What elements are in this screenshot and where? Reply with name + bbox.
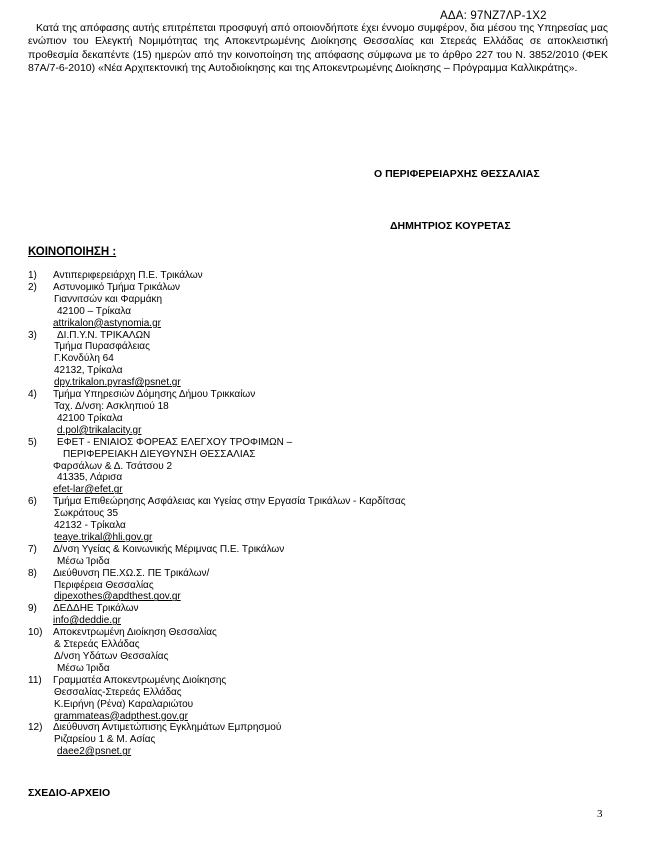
notification-item-number: 4) [28,389,37,401]
notification-heading: ΚΟΙΝΟΠΟΙΗΣΗ : [28,246,117,258]
notification-item [28,675,618,723]
notification-item [28,330,618,390]
notification-item-line: Τμήμα Επιθεώρησης Ασφάλειας και Υγείας στην Εργασία Τρικάλων - Καρδίτσας [53,496,406,508]
notification-item-line: & Στερεάς Ελλάδας [54,639,140,651]
notification-item-email[interactable]: daee2@psnet.gr [57,746,132,758]
notification-item [28,437,618,497]
notification-item-email[interactable]: efet-lar@efet.gr [53,484,123,496]
notification-item-line: 42100 Τρίκαλα [57,412,123,424]
notification-item-number: 1) [28,270,37,281]
notification-item-line: Δ/νση Υγείας & Κοινωνικής Μέριμνας Π.Ε. Τρικάλων [53,543,285,555]
signatory-name: ΔΗΜΗΤΡΙΟΣ ΚΟΥΡΕΤΑΣ [390,220,511,232]
notification-item-number: 6) [28,496,37,508]
notification-item-line: Σωκράτους 35 [54,508,119,520]
notification-item [28,544,618,568]
appeal-paragraph: Κατά της απόφασης αυτής επιτρέπεται προσφυγή από οποιονδήποτε έχει έννομο συμφέρον, δια μέσου της Υπηρεσίας μας ενώπιον του Ελεγκτή Νομιμότητας της Αποκεντρωμένης Διοίκησης Θεσσαλίας και Στερεάς Ελλάδας σε αποκλειστική προθεσμία δεκαπέντε (15) ημερών από την κοινοποίηση της απόφασης σύμφωνα με το άρθρο 227 του Ν. 3852/2010 (ΦΕΚ 87Α/7-6-2010) «Νέα Αρχιτεκτονική της Αυτοδιοίκησης και της Αποκεντρωμένης Διοίκησης – Πρόγραμμα Καλλικράτης». [28,22,608,75]
notification-item-line: 41335, Λάρισα [57,472,123,484]
notification-item [28,722,618,758]
notification-item-line: Γραμματέα Αποκεντρωμένης Διοίκησης [53,674,227,686]
notification-item-number: 9) [28,603,37,615]
notification-item [28,270,618,282]
notification-item-number: 5) [28,436,37,448]
notification-item-line: ΔΕΔΔΗΕ Τρικάλων [53,603,139,615]
notification-item-line: 42100 – Τρίκαλα [57,305,132,317]
notification-item-email[interactable]: dipexothes@apdthest.gov.gr [54,591,181,603]
notification-item-line: Κ.Ειρήνη (Ρένα) Καραλαριώτου [54,698,194,710]
notification-item-line: Ταχ. Δ/νση: Ασκληπιού 18 [54,400,169,412]
ada-code: ΑΔΑ: 97ΝΖ7ΛΡ-1Χ2 [440,10,547,22]
notification-item [28,627,618,675]
notification-item-number: 3) [28,329,37,341]
notification-item-email[interactable]: d.pol@trikalacity.gr [57,424,142,436]
notification-item-number: 8) [28,567,37,579]
notification-item-number: 10) [28,627,43,639]
notification-item-line: Αντιπεριφερειάρχη Π.Ε. Τρικάλων [53,270,203,281]
notification-item-line: Μέσω Ίριδα [57,555,110,567]
notification-item [28,282,618,330]
page-number: 3 [597,808,603,820]
notification-item-line: ΔΙ.Π.Υ.Ν. ΤΡΙΚΑΛΩΝ [57,329,151,341]
notification-item-number: 7) [28,543,37,555]
notification-item-line: 42132 - Τρίκαλα [54,520,126,532]
notification-item-line: ΕΦΕΤ - ΕΝΙΑΙΟΣ ΦΟΡΕΑΣ ΕΛΕΓΧΟΥ ΤΡΟΦΙΜΩΝ – [57,436,293,448]
notification-item-line: Τμήμα Υπηρεσιών Δόμησης Δήμου Τρικκαίων [53,389,256,401]
notification-item-line: Διεύθυνση Αντιμετώπισης Εγκλημάτων Εμπρησμού [53,722,282,734]
signatory-title: Ο ΠΕΡΙΦΕΡΕΙΑΡΧΗΣ ΘΕΣΣΑΛΙΑΣ [374,168,540,180]
notification-item-line: Θεσσαλίας-Στερεάς Ελλάδας [54,686,182,698]
notification-item-line: Διεύθυνση ΠΕ.ΧΩ.Σ. ΠΕ Τρικάλων/ [53,567,210,579]
notification-item-line: Αποκεντρωμένη Διοίκηση Θεσσαλίας [53,627,217,639]
notification-item-line: Γιαννιτσών και Φαρμάκη [54,293,163,305]
notification-item-number: 2) [28,281,37,293]
notification-item-email[interactable]: grammateas@adpthest.gov.gr [54,710,188,722]
notification-item-line: 42132, Τρίκαλα [54,365,123,377]
notification-item-line: Μέσω Ίριδα [57,662,110,674]
notification-item-line: Τμήμα Πυρασφάλειας [54,341,150,353]
notification-item-email[interactable]: attrikalon@astynomia.gr [53,317,161,329]
notification-item-number: 12) [28,722,43,734]
notification-item-email[interactable]: dpy.trikalon.pyrasf@psnet.gr [54,377,181,389]
notification-item-email[interactable]: info@deddie.gr [53,615,121,627]
notification-item-email[interactable]: teaye.trikal@hli.gov.gr [54,531,153,543]
notification-item-line: Περιφέρεια Θεσσαλίας [54,579,154,591]
notification-item-line: ΠΕΡΙΦΕΡΕΙΑΚΗ ΔΙΕΥΘΥΝΣΗ ΘΕΣΣΑΛΙΑΣ [63,448,256,460]
notification-item [28,389,618,437]
notification-item [28,603,618,627]
notification-list [28,270,618,758]
notification-item-line: Δ/νση Υδάτων Θεσσαλίας [54,651,169,662]
notification-item [28,568,618,604]
notification-item-number: 11) [28,674,42,686]
notification-item-line: Αστυνομικό Τμήμα Τρικάλων [53,281,181,293]
notification-item-line: Φαρσάλων & Δ. Τσάτσου 2 [53,460,173,472]
draft-archive-heading: ΣΧΕΔΙΟ-ΑΡΧΕΙΟ [28,787,111,799]
notification-item-line: Γ.Κονδύλη 64 [54,353,114,365]
notification-item [28,496,618,544]
notification-item-line: Ριζαρείου 1 & Μ. Ασίας [54,734,156,746]
